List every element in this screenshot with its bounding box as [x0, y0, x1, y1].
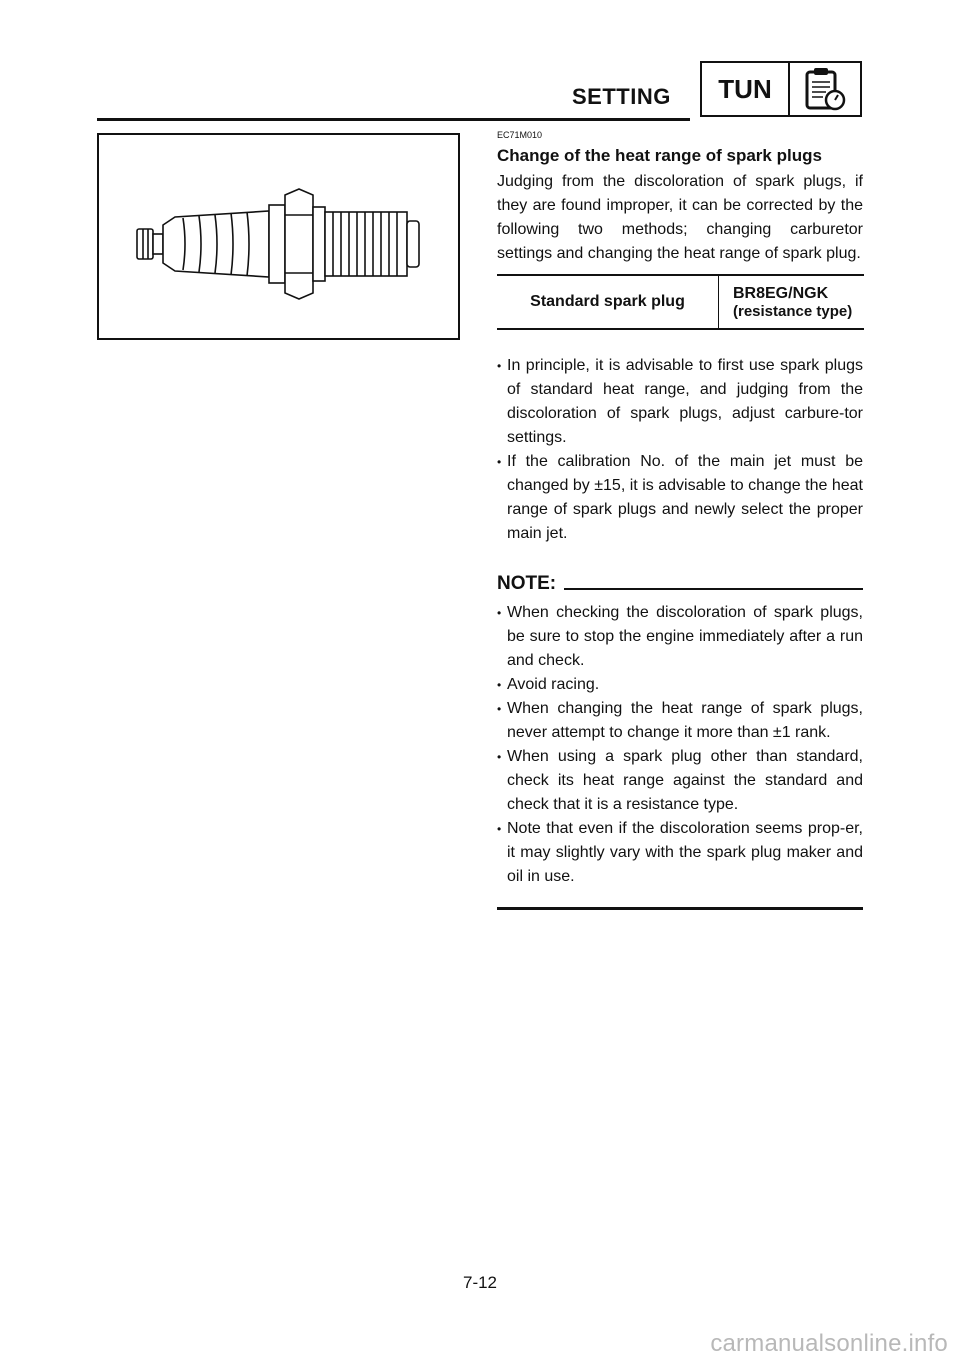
spec-table: [497, 274, 864, 330]
bullet-icon: •: [497, 822, 502, 836]
bullet-icon: •: [497, 702, 502, 716]
note-label: NOTE:: [497, 573, 557, 594]
tab-icon-cell: [790, 63, 860, 115]
bullet-icon: •: [497, 606, 502, 620]
note-rule: [564, 588, 863, 590]
note-header: [497, 573, 863, 595]
bullet-icon: •: [497, 359, 502, 373]
note-end-rule: [497, 907, 863, 910]
spec-label: Standard spark plug: [497, 275, 719, 329]
spec-value-cell: [719, 275, 865, 329]
intro-paragraph: Judging from the discoloration of spark plugs, if they are found improper, it can be corrected by the following two methods; changing carburetor settings and changing the heat range of spark plug.: [497, 173, 863, 262]
list-item-text: In principle, it is advisable to first use spark plugs of standard heat range, and judging from the discoloration of spark plugs, adjust carbure-tor settings.: [507, 357, 863, 446]
section-title: SETTING: [572, 84, 671, 109]
note-item: [497, 745, 863, 817]
section-tab: [700, 61, 862, 117]
header-rule: [97, 118, 690, 121]
list-item-text: If the calibration No. of the main jet must be changed by ±15, it is advisable to change the heat range of spark plugs and newly select the proper main jet.: [507, 453, 863, 542]
bullet-icon: •: [497, 678, 502, 692]
list-item: [497, 354, 863, 450]
section-heading: Change of the heat range of spark plugs: [497, 146, 822, 165]
note-list: [497, 601, 863, 889]
figure-box: [97, 133, 460, 340]
note-item-text: When checking the discoloration of spark plugs, be sure to stop the engine immediately after a run and check.: [507, 604, 863, 669]
note-item: [497, 601, 863, 673]
spec-value: BR8EG/NGK: [733, 284, 829, 302]
bullet-icon: •: [497, 750, 502, 764]
note-item: [497, 673, 863, 697]
spec-row: [497, 275, 864, 329]
watermark: carmanualsonline.info: [710, 1330, 948, 1357]
tab-label: TUN: [702, 63, 790, 115]
note-item: [497, 697, 863, 745]
note-item-text: When using a spark plug other than standard, check its heat range against the standard and check that it is a resistance type.: [507, 748, 863, 813]
clipboard-stopwatch-icon: [801, 66, 849, 112]
list-item: [497, 450, 863, 546]
bullet-icon: •: [497, 455, 502, 469]
bullet-list: [497, 354, 863, 546]
note-item: [497, 817, 863, 889]
spark-plug-illustration: [99, 135, 458, 338]
note-item-text: Note that even if the discoloration seems prop-er, it may slightly vary with the spark plug maker and oil in use.: [507, 820, 863, 885]
section-code: EC71M010: [497, 130, 543, 140]
note-item-text: Avoid racing.: [507, 676, 600, 693]
spec-value-sub: (resistance type): [733, 302, 853, 320]
content-column: [497, 130, 863, 910]
note-item-text: When changing the heat range of spark plugs, never attempt to change it more than ±1 rank.: [507, 700, 863, 741]
page-number: 7-12: [462, 1273, 498, 1292]
